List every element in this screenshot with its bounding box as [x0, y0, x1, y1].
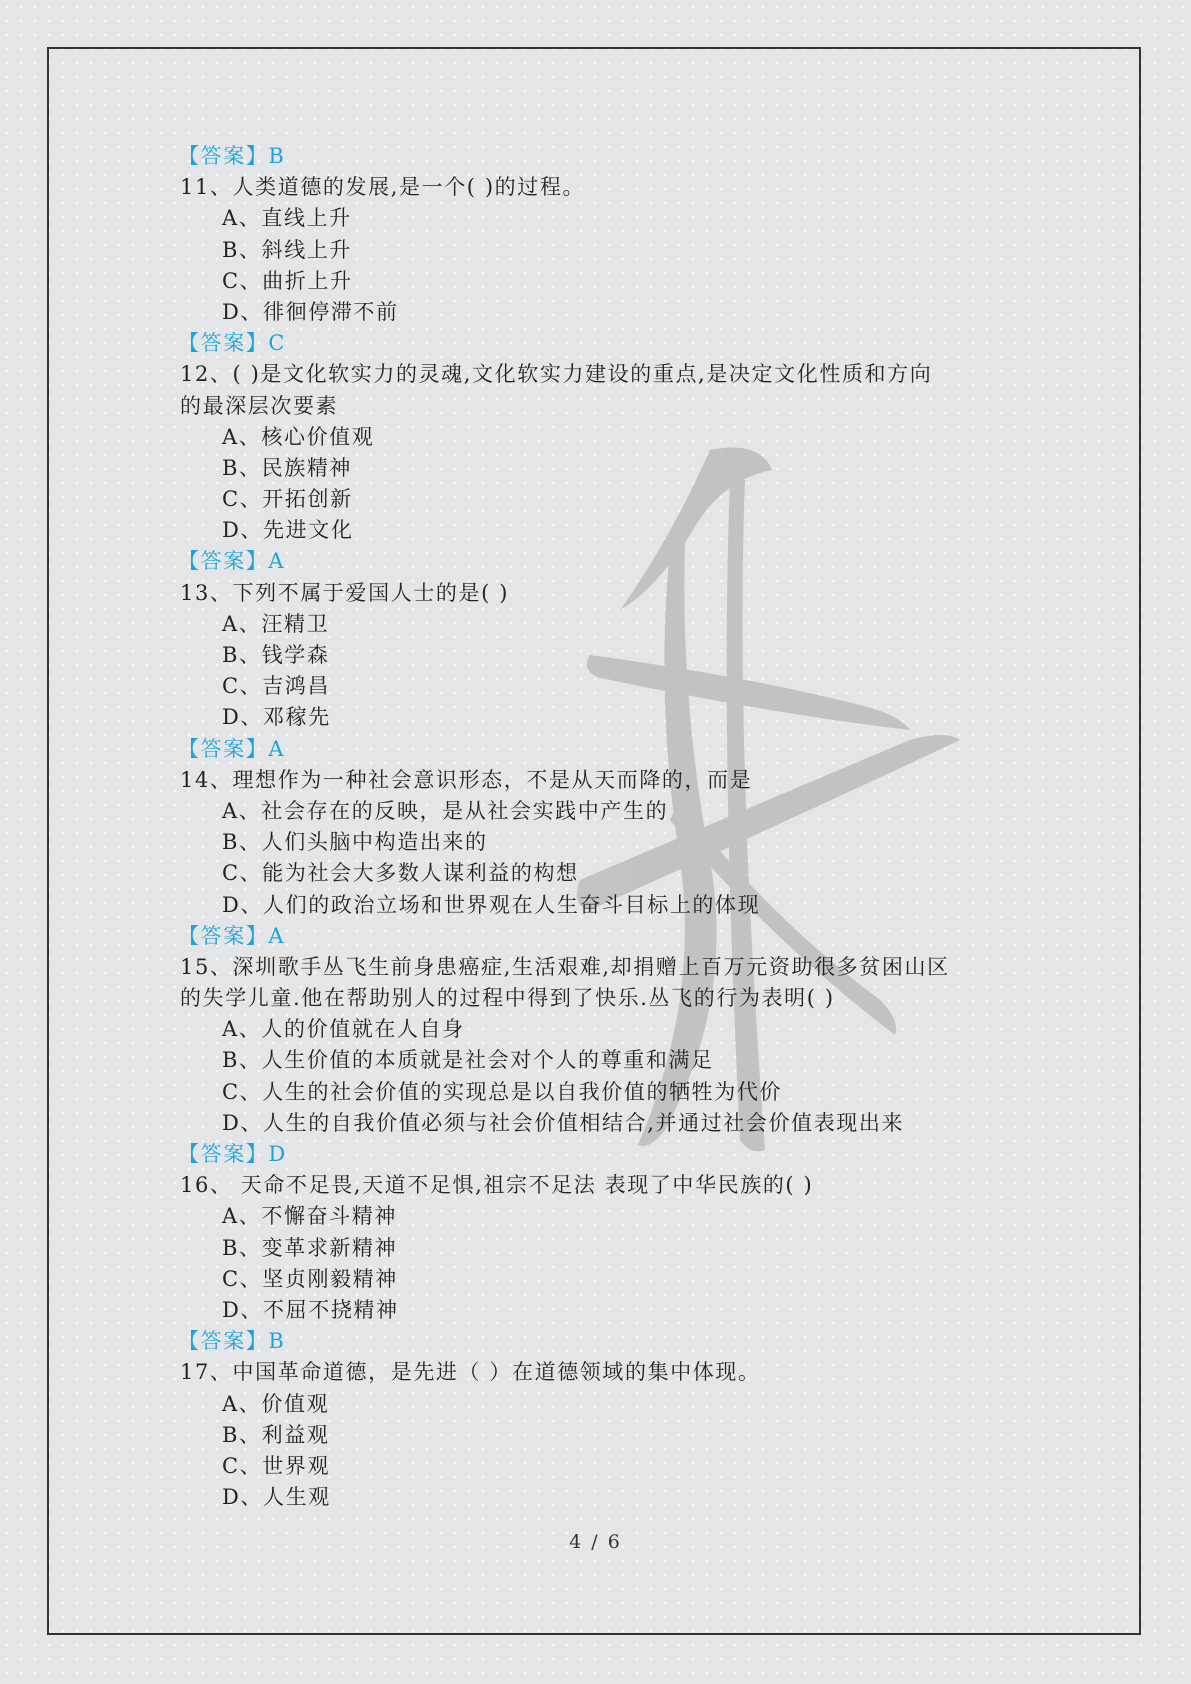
answer-value: A — [268, 736, 286, 761]
questions-container — [180, 172, 1020, 1513]
option-item: D、先进文化 — [222, 518, 354, 543]
option-item: C、人生的社会价值的实现总是以自我价值的牺牲为代价 — [222, 1079, 783, 1104]
question-stem: 14、理想作为一种社会意识形态，不是从天而降的，而是 — [180, 767, 753, 792]
option-item: C、吉鸿昌 — [222, 674, 331, 699]
answer-line — [178, 734, 1020, 765]
answer-tag: 【答案】 — [178, 1142, 269, 1166]
answer-line — [178, 546, 1020, 577]
answer-tag: 【答案】 — [178, 331, 269, 356]
option-item: C、坚贞刚毅精神 — [222, 1266, 398, 1291]
question-stem: 16、 天命不足畏,天道不足惧,祖宗不足法 表现了中华民族的( ) — [180, 1173, 814, 1198]
answer-line — [178, 328, 1020, 359]
answer-value: B — [268, 144, 286, 168]
option-item: A、价值观 — [222, 1391, 330, 1416]
option-item: C、曲折上升 — [222, 268, 353, 293]
answer-value: B — [268, 1329, 286, 1354]
option-item: C、世界观 — [222, 1453, 331, 1478]
option-item: B、民族精神 — [222, 455, 353, 480]
question-stem: 的最深层次要素 — [180, 393, 339, 418]
option-item: A、不懈奋斗精神 — [222, 1204, 397, 1229]
question-list — [180, 141, 1020, 1513]
answer-line — [178, 1326, 1020, 1357]
answer-line — [178, 921, 1020, 952]
option-item: A、人的价值就在人自身 — [222, 1017, 465, 1042]
answer-value: C — [268, 331, 287, 356]
answer-value: A — [268, 549, 286, 574]
question-stem: 12、( )是文化软实力的灵魂,文化软实力建设的重点,是决定文化性质和方向 — [180, 362, 933, 387]
option-item: D、人生观 — [222, 1485, 331, 1510]
question-stem: 15、深圳歌手丛飞生前身患癌症,生活艰难,却捐赠上百万元资助很多贫困山区 — [180, 954, 950, 979]
answer-tag: 【答案】 — [178, 923, 269, 948]
option-item: D、不屈不挠精神 — [222, 1297, 399, 1322]
question-stem: 的失学儿童.他在帮助别人的过程中得到了快乐.丛飞的行为表明( ) — [180, 986, 835, 1011]
option-item: B、人生价值的本质就是社会对个人的尊重和满足 — [222, 1048, 714, 1073]
option-item: A、直线上升 — [222, 206, 352, 231]
option-item: A、社会存在的反映，是从社会实践中产生的 — [222, 798, 669, 823]
option-item: B、变革求新精神 — [222, 1235, 398, 1260]
option-item: D、人生的自我价值必须与社会价值相结合,并通过社会价值表现出来 — [222, 1110, 905, 1135]
option-item: B、钱学森 — [222, 643, 330, 667]
option-item: A、核心价值观 — [222, 424, 375, 449]
question-stem: 11、人类道德的发展,是一个( )的过程。 — [180, 175, 586, 200]
option-item: C、开拓创新 — [222, 487, 353, 512]
option-item: B、人们头脑中构造出来的 — [222, 830, 488, 855]
option-item: A、汪精卫 — [222, 611, 330, 636]
option-item: D、徘徊停滞不前 — [222, 299, 399, 324]
answer-tag: 【答案】 — [178, 736, 269, 761]
option-item: B、斜线上升 — [222, 237, 353, 262]
option-item: B、利益观 — [222, 1422, 330, 1447]
answer-line — [178, 141, 1020, 172]
answer-tag: 【答案】 — [178, 144, 269, 168]
answer-tag: 【答案】 — [178, 1329, 269, 1354]
option-item: D、邓稼先 — [222, 705, 331, 730]
answer-tag: 【答案】 — [178, 549, 269, 574]
option-item: C、能为社会大多数人谋利益的构想 — [222, 861, 579, 886]
option-item: D、人们的政治立场和世界观在人生奋斗目标上的体现 — [222, 892, 761, 917]
answer-value: D — [268, 1142, 287, 1166]
page-number: 4 / 6 — [569, 1531, 622, 1553]
question-stem: 13、下列不属于爱国人士的是( ) — [180, 580, 509, 605]
question-stem: 17、中国革命道德，是先进（ ）在道德领域的集中体现。 — [180, 1360, 761, 1385]
answer-value: A — [268, 923, 286, 948]
answer-line — [178, 1139, 1020, 1170]
